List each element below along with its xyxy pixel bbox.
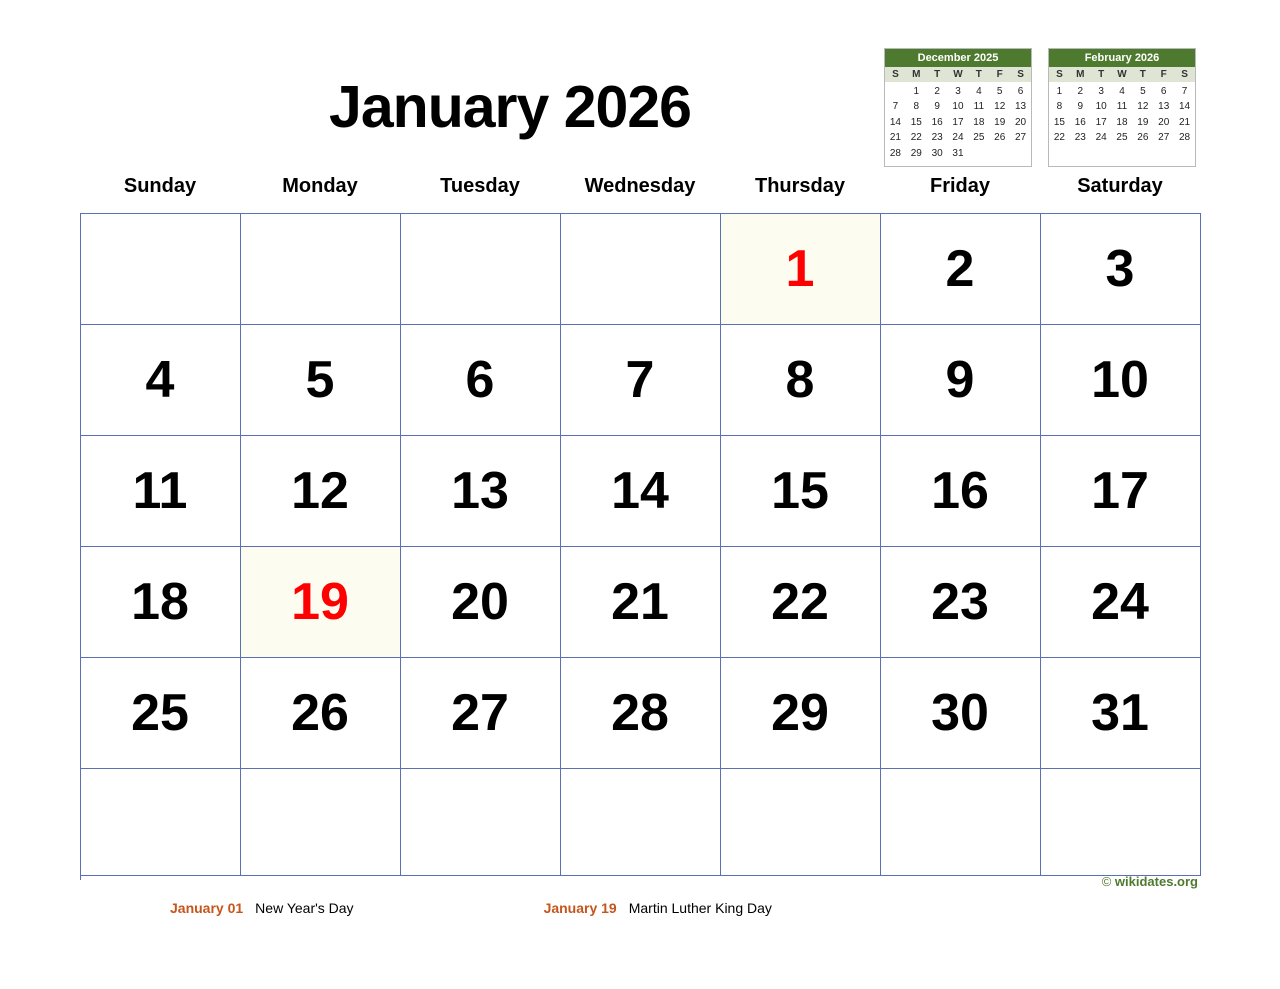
holiday-legend-item [170, 900, 354, 916]
calendar-cell-day[interactable] [401, 547, 561, 658]
mini-calendar-previous-month[interactable] [884, 48, 1032, 167]
calendar-header [0, 0, 1280, 175]
mini-day: 8 [913, 101, 920, 113]
mini-day: 15 [1053, 116, 1065, 128]
mini-day: 22 [910, 132, 922, 144]
calendar-cell-empty [1041, 769, 1201, 876]
calendar-cell-empty [561, 769, 721, 876]
site-name: wikidates.org [1114, 874, 1198, 889]
calendar-cell-day[interactable] [561, 658, 721, 769]
calendar-cell-empty [721, 769, 881, 876]
day-number: 26 [291, 684, 349, 742]
mini-day: 25 [973, 132, 985, 144]
mini-day [968, 146, 989, 162]
mini-day: 12 [994, 101, 1006, 113]
mini-calendar-grid [885, 82, 1031, 166]
calendar-cell-day[interactable] [81, 436, 241, 547]
calendar-cell-day[interactable] [561, 547, 721, 658]
holiday-date: January 19 [543, 900, 617, 916]
day-number: 8 [785, 351, 815, 409]
calendar-cell-day[interactable] [241, 658, 401, 769]
day-number: 30 [931, 684, 989, 742]
mini-day: 5 [1140, 85, 1146, 97]
mini-calendar-next-month[interactable] [1048, 48, 1196, 167]
mini-day: 26 [1137, 132, 1149, 144]
mini-day: 9 [1077, 101, 1084, 113]
mini-day: 28 [1179, 132, 1191, 144]
day-number: 16 [931, 462, 989, 520]
day-number: 15 [771, 462, 829, 520]
weekday-header-saturday: Saturday [1077, 175, 1163, 197]
mini-day: 20 [1158, 116, 1170, 128]
mini-dow-cell: T [1139, 69, 1146, 81]
holiday-legend [170, 900, 772, 916]
day-number: 3 [1105, 240, 1135, 298]
mini-day: 3 [1098, 85, 1104, 97]
calendar-cell-day[interactable] [401, 436, 561, 547]
mini-day [885, 84, 906, 100]
mini-day: 8 [1056, 101, 1063, 113]
mini-day: 30 [931, 147, 943, 159]
weekday-header-sunday: Sunday [123, 175, 197, 197]
day-number: 11 [132, 462, 188, 520]
calendar-cell-day[interactable] [721, 214, 881, 325]
calendar-grid [80, 213, 1201, 880]
mini-day: 21 [1179, 116, 1191, 128]
mini-day: 1 [1056, 85, 1063, 97]
copyright-credit[interactable] [1102, 874, 1198, 889]
calendar-cell-day[interactable] [81, 547, 241, 658]
calendar-cell-empty [81, 769, 241, 876]
mini-day: 11 [1116, 101, 1128, 113]
holiday-name: Martin Luther King Day [628, 900, 772, 916]
mini-dow-cell: M [912, 69, 921, 81]
day-number: 21 [611, 573, 669, 631]
mini-day: 4 [1119, 85, 1125, 97]
calendar-cell-day[interactable] [1041, 214, 1201, 325]
mini-calendars [884, 48, 1196, 167]
mini-day: 5 [996, 85, 1003, 97]
mini-day: 6 [1160, 85, 1167, 97]
mini-day: 12 [1137, 101, 1149, 113]
day-number: 12 [291, 462, 349, 520]
calendar-cell-empty [401, 214, 561, 325]
mini-day: 10 [952, 101, 964, 113]
mini-day: 18 [973, 116, 985, 128]
day-number: 6 [465, 351, 495, 409]
calendar-cell-day[interactable] [81, 658, 241, 769]
calendar-cell-day[interactable] [1041, 325, 1201, 436]
calendar-cell-day[interactable] [81, 325, 241, 436]
weekday-header-monday: Monday [282, 175, 358, 197]
calendar-cell-day[interactable] [561, 436, 721, 547]
mini-day: 9 [934, 101, 940, 113]
mini-day [1010, 146, 1031, 162]
mini-day: 24 [1095, 132, 1107, 144]
day-number: 7 [625, 351, 655, 409]
holiday-date: January 01 [170, 900, 244, 916]
page-title: January 2026 [329, 74, 691, 140]
mini-day: 27 [1015, 132, 1027, 144]
mini-calendar-title: December 2025 [885, 49, 1031, 67]
calendar-cell-empty [881, 769, 1041, 876]
mini-dow-cell: S [892, 69, 899, 81]
mini-day: 24 [952, 132, 964, 144]
calendar-cell-empty [561, 214, 721, 325]
day-number: 4 [145, 351, 175, 409]
calendar-cell-day[interactable] [561, 325, 721, 436]
mini-day: 4 [976, 85, 982, 97]
mini-calendar-dow-row [1049, 67, 1195, 82]
mini-day: 1 [913, 85, 920, 97]
mini-day [989, 146, 1010, 162]
holiday-name: New Year's Day [255, 900, 354, 916]
mini-dow-cell: S [1181, 69, 1188, 81]
day-number: 18 [131, 573, 189, 631]
calendar-cell-day[interactable] [401, 658, 561, 769]
mini-day: 18 [1116, 116, 1128, 128]
mini-day: 29 [910, 147, 922, 159]
day-number: 13 [451, 462, 509, 520]
calendar-cell-day[interactable] [1041, 436, 1201, 547]
day-number: 24 [1091, 573, 1149, 631]
mini-calendar-dow-row [885, 67, 1031, 82]
mini-day: 31 [952, 147, 964, 159]
day-number: 19 [291, 573, 349, 631]
weekday-header-tuesday: Tuesday [440, 175, 520, 197]
day-number: 25 [131, 684, 189, 742]
mini-day: 17 [952, 116, 964, 128]
calendar-cell-day[interactable] [881, 214, 1041, 325]
day-number: 5 [305, 351, 335, 409]
day-number: 23 [931, 573, 989, 631]
mini-day: 14 [889, 116, 901, 128]
mini-day: 16 [1074, 116, 1086, 128]
mini-day: 13 [1015, 101, 1027, 113]
mini-day: 19 [994, 116, 1006, 128]
mini-dow-cell: F [1160, 69, 1167, 81]
mini-dow-cell: W [1117, 69, 1127, 81]
calendar-footer [80, 874, 1200, 940]
mini-dow-cell: T [934, 69, 941, 81]
mini-day: 23 [1074, 132, 1086, 144]
mini-day: 2 [1077, 85, 1084, 97]
holiday-legend-item [544, 900, 772, 916]
mini-dow-cell: F [996, 69, 1003, 81]
weekday-header-friday: Friday [929, 175, 991, 197]
calendar-cell-day[interactable] [721, 436, 881, 547]
mini-day: 23 [931, 132, 943, 144]
calendar-cell-day[interactable] [881, 547, 1041, 658]
day-number: 2 [945, 240, 975, 298]
calendar-cell-day[interactable] [881, 658, 1041, 769]
calendar-cell-day[interactable] [401, 325, 561, 436]
mini-day: 11 [973, 101, 985, 113]
calendar-cell-empty [241, 214, 401, 325]
mini-calendar-title: February 2026 [1049, 49, 1195, 67]
day-number: 14 [611, 462, 669, 520]
mini-dow-cell: S [1017, 69, 1024, 81]
weekday-header-row [80, 175, 1200, 213]
calendar-cell-day[interactable] [881, 436, 1041, 547]
mini-day: 19 [1137, 116, 1149, 128]
mini-day: 10 [1095, 101, 1107, 113]
mini-day: 14 [1179, 101, 1191, 113]
calendar-cell-day[interactable] [241, 436, 401, 547]
day-number: 28 [611, 684, 669, 742]
mini-calendar-grid [1049, 82, 1195, 150]
mini-dow-cell: T [975, 69, 982, 81]
calendar-cell-day[interactable] [241, 325, 401, 436]
day-number: 29 [771, 684, 829, 742]
calendar-cell-day[interactable] [241, 547, 401, 658]
mini-day: 22 [1053, 132, 1065, 144]
day-number: 20 [451, 573, 509, 631]
calendar-cell-day[interactable] [721, 325, 881, 436]
mini-day: 20 [1015, 116, 1027, 128]
mini-dow-cell: T [1098, 69, 1105, 81]
day-number: 27 [451, 684, 509, 742]
calendar-cell-day[interactable] [881, 325, 1041, 436]
day-number: 9 [945, 351, 975, 409]
day-number: 1 [785, 240, 815, 298]
day-number: 31 [1091, 684, 1149, 742]
mini-day: 17 [1095, 116, 1107, 128]
day-number: 10 [1091, 351, 1149, 409]
copyright-symbol: © [1101, 874, 1112, 889]
mini-day: 21 [889, 132, 901, 144]
calendar-cell-empty [401, 769, 561, 876]
calendar-cell-empty [81, 214, 241, 325]
calendar-cell-day[interactable] [1041, 658, 1201, 769]
mini-day: 7 [892, 101, 899, 113]
mini-dow-cell: M [1076, 69, 1085, 81]
mini-day: 2 [934, 85, 940, 97]
mini-day: 28 [889, 147, 901, 159]
mini-day: 3 [955, 85, 961, 97]
day-number: 17 [1091, 462, 1149, 520]
calendar-cell-day[interactable] [1041, 547, 1201, 658]
calendar-cell-day[interactable] [721, 547, 881, 658]
mini-day: 16 [931, 116, 943, 128]
calendar-cell-day[interactable] [721, 658, 881, 769]
mini-day: 25 [1116, 132, 1128, 144]
mini-day: 26 [994, 132, 1006, 144]
weekday-header-wednesday: Wednesday [584, 175, 696, 197]
mini-day: 6 [1017, 85, 1024, 97]
calendar-cell-empty [241, 769, 401, 876]
weekday-header-thursday: Thursday [754, 175, 846, 197]
mini-day: 15 [910, 116, 922, 128]
mini-day: 13 [1158, 101, 1170, 113]
mini-dow-cell: W [953, 69, 963, 81]
mini-day: 7 [1181, 85, 1188, 97]
day-number: 22 [771, 573, 829, 631]
mini-day: 27 [1158, 132, 1170, 144]
mini-dow-cell: S [1056, 69, 1063, 81]
